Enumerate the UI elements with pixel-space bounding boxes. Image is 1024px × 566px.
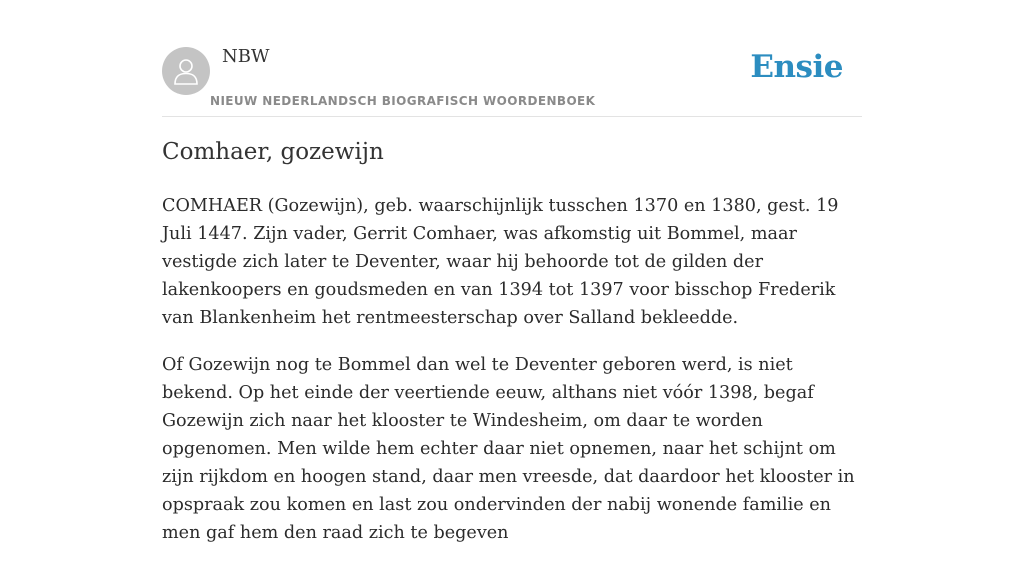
header [162, 0, 862, 117]
author-name[interactable]: NBW [222, 46, 270, 67]
page-title: Comhaer, gozewijn [162, 139, 384, 165]
source-name[interactable]: NIEUW NEDERLANDSCH BIOGRAFISCH WOORDENBOEK [210, 94, 596, 108]
paragraph: Of Gozewijn nog te Bommel dan wel te Deventer geboren werd, is niet bekend. Op het einde der veertiende eeuw, althans niet vóór 1398, begaf Gozewijn zich naar het klooster te Windesheim, om daar te worden opgenomen. Men wilde hem echter daar niet opnemen, naar het schijnt om zijn rijkdom en hoogen stand, daar men vreesde, dat daardoor het klooster in opspraak zou komen en last zou ondervinden der nabij wonende familie en men gaf hem den raad zich te begeven [162, 355, 855, 543]
ensie-logo[interactable]: Ensie [750, 49, 843, 85]
paragraph: COMHAER (Gozewijn), geb. waarschijnlijk tusschen 1370 en 1380, gest. 19 Juli 1447. Zijn vader, Gerrit Comhaer, was afkomstig uit Bommel, maar vestigde zich later te Deventer, waar hij behoorde tot de gilden der lakenkoopers en goudsmeden en van 1394 tot 1397 voor bisschop Frederik van Blankenheim het rentmeesterschap over Salland bekleedde. [162, 196, 839, 328]
article-body [162, 192, 862, 566]
user-icon [173, 57, 199, 85]
avatar[interactable] [162, 47, 210, 95]
